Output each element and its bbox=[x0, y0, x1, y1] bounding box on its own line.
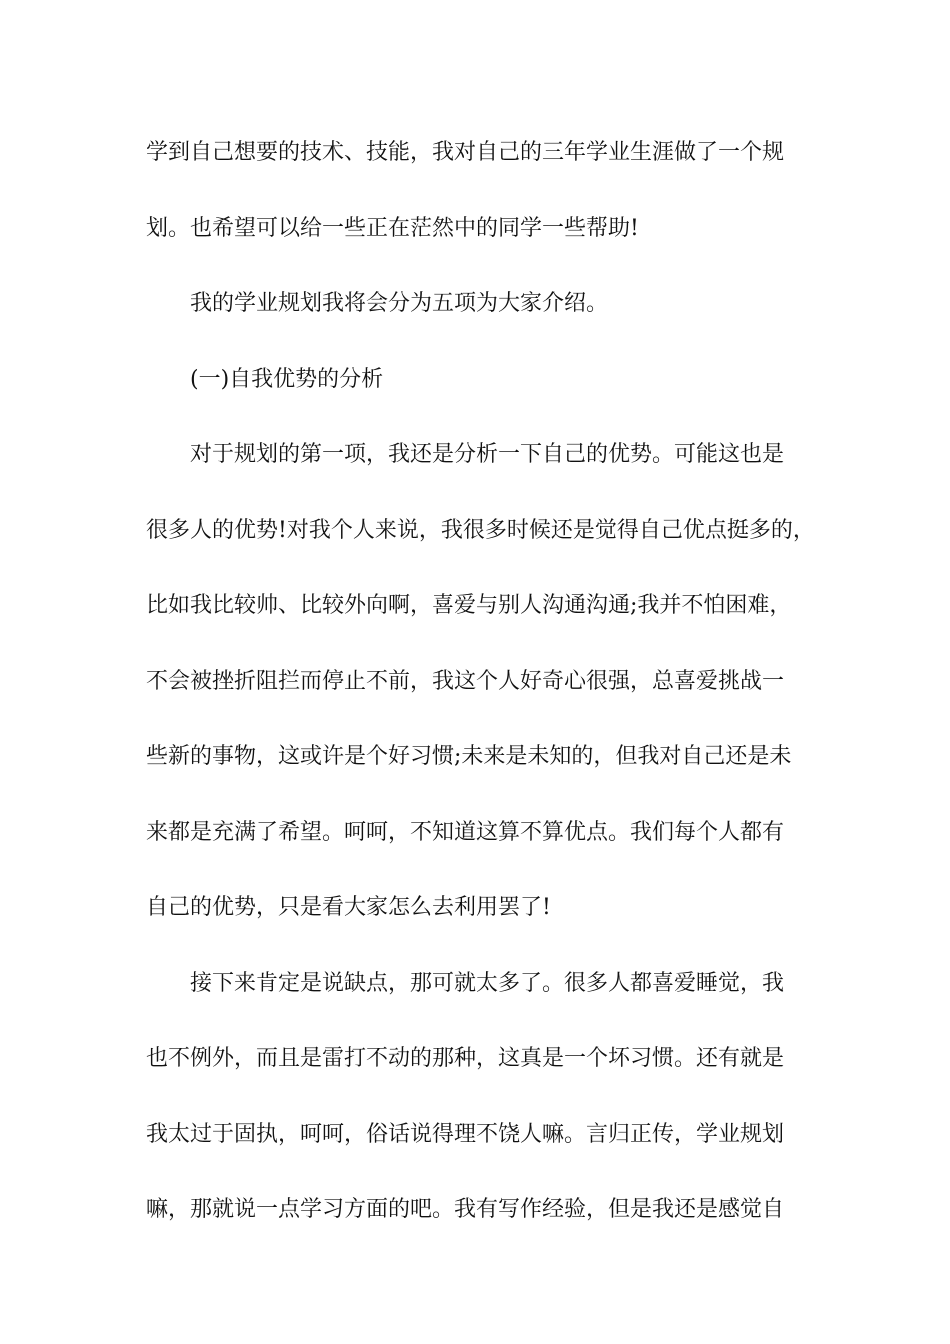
text-line: 不会被挫折阻拦而停止不前，我这个人好奇心很强，总喜爱挑战一 bbox=[146, 668, 785, 694]
text-line: 我的学业规划我将会分为五项为大家介绍。 bbox=[190, 291, 609, 316]
text-line: 些新的事物，这或许是个好习惯;未来是未知的，但我对自己还是未 bbox=[146, 744, 792, 769]
document-body bbox=[146, 131, 826, 1264]
text-line: 自己的优势，只是看大家怎么去利用罢了! bbox=[146, 895, 551, 920]
text-line: 嘛，那就说一点学习方面的吧。我有写作经验，但是我还是感觉自 bbox=[146, 1197, 785, 1222]
text-line: 划。也希望可以给一些正在茫然中的同学一些帮助! bbox=[146, 215, 639, 241]
text-line: 来都是充满了希望。呵呵，不知道这算不算优点。我们每个人都有 bbox=[146, 819, 785, 845]
text-line: 学到自己想要的技术、技能，我对自己的三年学业生涯做了一个规 bbox=[146, 140, 785, 165]
text-line: 对于规划的第一项，我还是分析一下自己的优势。可能这也是 bbox=[190, 442, 785, 467]
text-line: 我太过于固执，呵呵，俗话说得理不饶人嘛。言归正传，学业规划 bbox=[146, 1121, 785, 1147]
text-line: 接下来肯定是说缺点，那可就太多了。很多人都喜爱睡觉，我 bbox=[190, 970, 785, 996]
section-heading: (一)自我优势的分析 bbox=[190, 366, 384, 392]
text-line: 比如我比较帅、比较外向啊，喜爱与别人沟通沟通;我并不怕困难， bbox=[146, 593, 792, 618]
text-line: 很多人的优势!对我个人来说，我很多时候还是觉得自己优点挺多的， bbox=[146, 517, 815, 543]
text-line: 也不例外，而且是雷打不动的那种，这真是一个坏习惯。还有就是 bbox=[146, 1046, 785, 1071]
